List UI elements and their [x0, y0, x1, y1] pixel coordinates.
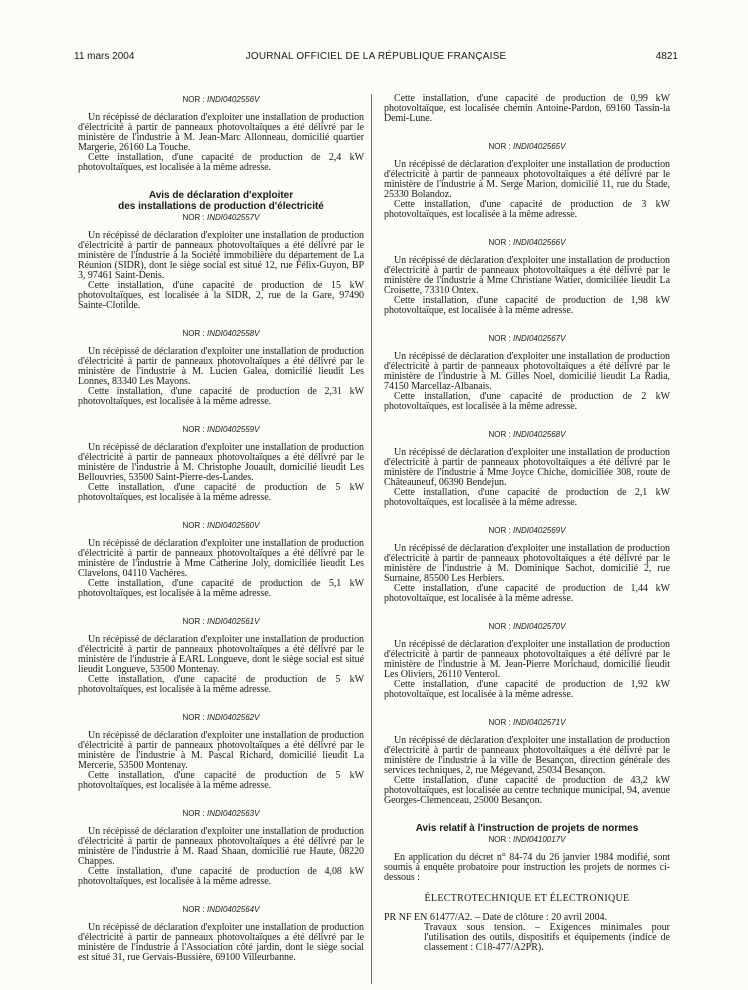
- nor-code: INDI0402563V: [206, 809, 260, 818]
- nor-code: INDI0402562V: [206, 713, 260, 722]
- nor-reference: [78, 520, 364, 531]
- nor-reference: [78, 328, 364, 339]
- notice-paragraph: Un récépissé de déclaration d'exploiter une installation de production d'électricité à partir de panneaux photovoltaïques a été délivré par le ministère de l'industrie à M. Christophe Jouault, domicilié lieudit Les Bellouvries, 53500 Saint-Pierre-des-Landes.: [78, 442, 364, 483]
- notice-capacity: Cette installation, d'une capacité de production de 43,2 kW photovoltaïques, est localisée au centre technique municipal, 94, avenue Georges-Clemenceau, 25000 Besançon.: [384, 775, 670, 806]
- nor-label: NOR :: [182, 95, 207, 104]
- nor-code: INDI0402571V: [512, 718, 566, 727]
- nor-code: INDI0402556V: [206, 95, 260, 104]
- norm-description: Travaux sous tension. – Exigences minimales pour l'utilisation des outils, dispositifs et équipements (indice de classement : C18-477/A2PR).: [424, 922, 670, 953]
- nor-code: INDI0402560V: [206, 521, 260, 530]
- nor-reference: [384, 525, 670, 536]
- norms-intro: En application du décret n° 84-74 du 26 janvier 1984 modifié, sont soumis à enquête probatoire pour instruction les projets de normes ci-dessous :: [384, 852, 670, 883]
- notice-566: [384, 237, 670, 316]
- nor-label: NOR :: [182, 713, 207, 722]
- notice-paragraph: Un récépissé de déclaration d'exploiter une installation de production d'électricité à partir de panneaux photovoltaïques a été délivré par le ministère de l'industrie à la ville de Besançon, direction générale des services techniques, 2, rue Mégevand, 25034 Besançon.: [384, 735, 670, 776]
- nor-label: NOR :: [182, 809, 207, 818]
- notice-561: [78, 616, 364, 695]
- notice-paragraph: Un récépissé de déclaration d'exploiter une installation de production d'électricité à partir de panneaux photovoltaïques a été délivré par le ministère de l'industrie à EARL Longueve, dont le siège social est situé lieudit Longueve, 53500 Montenay.: [78, 634, 364, 675]
- nor-code: INDI0402569V: [512, 526, 566, 535]
- notice-paragraph: Un récépissé de déclaration d'exploiter une installation de production d'électricité à partir de panneaux photovoltaïques a été délivré par le ministère de l'industrie à M. Gilles Noel, domicilié lieudit La Radia, 74150 Marcellaz-Albanais.: [384, 351, 670, 392]
- notice-558: [78, 328, 364, 407]
- nor-label: NOR :: [182, 905, 207, 914]
- notice-569: [384, 525, 670, 604]
- nor-label: NOR :: [182, 425, 207, 434]
- nor-code: INDI0402566V: [512, 238, 566, 247]
- notice-556: [78, 94, 364, 173]
- notice-capacity: Cette installation, d'une capacité de production de 0,99 kW photovoltaïque, est localisée chemin Antoine-Pardon, 69160 Tassin-la Demi-Lune.: [384, 93, 670, 124]
- nor-reference: [78, 808, 364, 819]
- notice-559: [78, 424, 364, 503]
- nor-label: NOR :: [182, 617, 207, 626]
- notice-564-continued: [384, 94, 670, 124]
- notice-563: [78, 808, 364, 887]
- nor-label: NOR :: [488, 835, 513, 844]
- norms-category: ÉLECTROTECHNIQUE ET ÉLECTRONIQUE: [424, 893, 630, 904]
- notice-paragraph: Un récépissé de déclaration d'exploiter une installation de production d'électricité à partir de panneaux photovoltaïques a été délivré par le ministère de l'industrie à M. Jean-Pierre Morichaud, domicilié lieudit Les Oliviers, 26110 Venterol.: [384, 639, 670, 680]
- notice-paragraph: Un récépissé de déclaration d'exploiter une installation de production d'électricité à partir de panneaux photovoltaïques a été délivré par le ministère de l'industrie à Mme Joyce Chiche, domiciliée 308, route de Châteauneuf, 06390 Bendejun.: [384, 447, 670, 488]
- notice-557: [78, 212, 364, 311]
- notice-capacity: Cette installation, d'une capacité de production de 4,08 kW photovoltaïques, est localisée à la même adresse.: [78, 866, 364, 887]
- notice-560: [78, 520, 364, 599]
- notice-562: [78, 712, 364, 791]
- notice-capacity: Cette installation, d'une capacité de production de 2,1 kW photovoltaïques, est localisée à la même adresse.: [384, 487, 670, 508]
- notice-paragraph: Un récépissé de déclaration d'exploiter une installation de production d'électricité à partir de panneaux photovoltaïques a été délivré par le ministère de l'industrie à M. Raad Shaan, domicilié rue Haute, 08220 Chappes.: [78, 826, 364, 867]
- norm-reference-line: PR NF EN 61477/A2. – Date de clôture : 20 avril 2004.: [384, 912, 608, 923]
- notice-paragraph: Un récépissé de déclaration d'exploiter une installation de production d'électricité à partir de panneaux photovoltaïques a été délivré par le ministère de l'industrie à M. Dominique Sachot, domicilié 2, rue Surnaine, 85500 Les Herbiers.: [384, 543, 670, 584]
- notice-paragraph: Un récépissé de déclaration d'exploiter une installation de production d'électricité à partir de panneaux photovoltaïques a été délivré par le ministère de l'industrie à Mme Christiane Watier, domiciliée lieudit La Croisette, 73310 Ontex.: [384, 255, 670, 296]
- nor-reference: [78, 904, 364, 915]
- notice-capacity: Cette installation, d'une capacité de production de 2 kW photovoltaïques, est localisée à la même adresse.: [384, 391, 670, 412]
- nor-code: INDI0402559V: [206, 425, 260, 434]
- right-column: [384, 94, 670, 953]
- notice-paragraph: Un récépissé de déclaration d'exploiter une installation de production d'électricité à partir de panneaux photovoltaïques a été délivré par le ministère de l'industrie à M. Serge Marion, domicilié 11, rue du Stade, 25330 Bolandoz.: [384, 159, 670, 200]
- notice-paragraph: Un récépissé de déclaration d'exploiter une installation de production d'électricité à partir de panneaux photovoltaïques a été délivré par le ministère de l'industrie à M. Pascal Richard, domicilié lieudit La Mercerie, 53500 Montenay.: [78, 730, 364, 771]
- notice-paragraph: Un récépissé de déclaration d'exploiter une installation de production d'électricité à partir de panneaux photovoltaïques a été délivré par le ministère de l'industrie à M. Lucien Galea, domicilié lieudit Les Lonnes, 83340 Les Mayons.: [78, 346, 364, 387]
- nor-label: NOR :: [488, 430, 513, 439]
- column-divider: [371, 94, 372, 984]
- norms-section-title: Avis relatif à l'instruction de projets de normes: [415, 823, 639, 834]
- notice-capacity: Cette installation, d'une capacité de production de 5 kW photovoltaïques, est localisée à la même adresse.: [78, 770, 364, 791]
- nor-label: NOR :: [488, 622, 513, 631]
- nor-code: INDI0402570V: [512, 622, 566, 631]
- notice-capacity: Cette installation, d'une capacité de production de 1,44 kW photovoltaïque, est localisée à la même adresse.: [384, 583, 670, 604]
- notice-capacity: Cette installation, d'une capacité de production de 15 kW photovoltaïques, est localisée à la SIDR, 2, rue de la Gare, 97490 Sainte-Clotilde.: [78, 280, 364, 311]
- notice-capacity: Cette installation, d'une capacité de production de 2,31 kW photovoltaïques, est localisée à la même adresse.: [78, 386, 364, 407]
- notice-564: [78, 904, 364, 963]
- header-date: 11 mars 2004: [74, 51, 135, 62]
- nor-reference: [78, 616, 364, 627]
- notice-571: [384, 717, 670, 806]
- nor-reference: [78, 212, 364, 223]
- notice-568: [384, 429, 670, 508]
- left-column: [78, 94, 364, 980]
- nor-code: INDI0402558V: [206, 329, 260, 338]
- notice-paragraph: Un récépissé de déclaration d'exploiter une installation de production d'électricité à partir de panneaux photovoltaïques a été délivré par le ministère de l'industrie à la Société immobilière du département de La Réunion (SIDR), dont le siège social est situé 12, rue Félix-Guyon, BP 3, 97461 Saint-Denis.: [78, 230, 364, 281]
- nor-code: INDI0402565V: [512, 142, 566, 151]
- notice-capacity: Cette installation, d'une capacité de production de 3 kW photovoltaïques, est localisée à la même adresse.: [384, 199, 670, 220]
- nor-reference: [384, 237, 670, 248]
- nor-label: NOR :: [488, 526, 513, 535]
- nor-reference: [78, 712, 364, 723]
- norms-section: [384, 823, 670, 953]
- notice-paragraph: Un récépissé de déclaration d'exploiter une installation de production d'électricité à partir de panneaux photovoltaïques a été délivré par le ministère de l'industrie à l'Association côté jardin, dont le siège social est situé 31, rue Gervais-Bussière, 69100 Villeurbanne.: [78, 922, 364, 963]
- nor-reference: [78, 424, 364, 435]
- notice-paragraph: Un récépissé de déclaration d'exploiter une installation de production d'électricité à partir de panneaux photovoltaïques a été délivré par le ministère de l'industrie à M. Jean-Marc Allonneau, domicilié quartier Margerie, 26160 La Touche.: [78, 112, 364, 153]
- section-title: [78, 190, 364, 212]
- notice-565: [384, 141, 670, 220]
- nor-label: NOR :: [488, 238, 513, 247]
- notice-paragraph: Un récépissé de déclaration d'exploiter une installation de production d'électricité à partir de panneaux photovoltaïques a été délivré par le ministère de l'industrie à Mme Catherine Joly, domiciliée lieudit Les Clavelons, 04110 Vachères.: [78, 538, 364, 579]
- nor-label: NOR :: [182, 329, 207, 338]
- nor-reference: [384, 834, 670, 845]
- nor-label: NOR :: [182, 213, 207, 222]
- journal-title: JOURNAL OFFICIEL DE LA RÉPUBLIQUE FRANÇAISE: [245, 51, 507, 62]
- notice-capacity: Cette installation, d'une capacité de production de 5 kW photovoltaïques, est localisée à la même adresse.: [78, 482, 364, 503]
- nor-reference: [384, 141, 670, 152]
- notice-570: [384, 621, 670, 700]
- nor-reference: [384, 429, 670, 440]
- nor-code: INDI0402568V: [512, 430, 566, 439]
- notice-capacity: Cette installation, d'une capacité de production de 1,92 kW photovoltaïque, est localisée à la même adresse.: [384, 679, 670, 700]
- nor-code: INDI0402557V: [206, 213, 260, 222]
- nor-code: INDI0402567V: [512, 334, 566, 343]
- nor-label: NOR :: [488, 718, 513, 727]
- notice-capacity: Cette installation, d'une capacité de production de 5 kW photovoltaïques, est localisée à la même adresse.: [78, 674, 364, 695]
- section-title-line-1: Avis de déclaration d'exploiter: [148, 190, 294, 201]
- nor-code: INDI0402561V: [206, 617, 260, 626]
- notice-capacity: Cette installation, d'une capacité de production de 1,98 kW photovoltaïque, est localisée à la même adresse.: [384, 295, 670, 316]
- nor-reference: [384, 717, 670, 728]
- page-number: 4821: [655, 51, 678, 62]
- page-header: [74, 50, 678, 64]
- notice-capacity: Cette installation, d'une capacité de production de 5,1 kW photovoltaïques, est localisée à la même adresse.: [78, 578, 364, 599]
- nor-label: NOR :: [182, 521, 207, 530]
- nor-code: INDI0402564V: [206, 905, 260, 914]
- nor-label: NOR :: [488, 142, 513, 151]
- nor-reference: [384, 621, 670, 632]
- nor-code: INDI0410017V: [512, 835, 566, 844]
- section-title-line-2: des installations de production d'électricité: [118, 201, 324, 212]
- nor-reference: [384, 333, 670, 344]
- nor-reference: [78, 94, 364, 105]
- nor-label: NOR :: [488, 334, 513, 343]
- notice-capacity: Cette installation, d'une capacité de production de 2,4 kW photovoltaïques, est localisée à la même adresse.: [78, 152, 364, 173]
- notice-567: [384, 333, 670, 412]
